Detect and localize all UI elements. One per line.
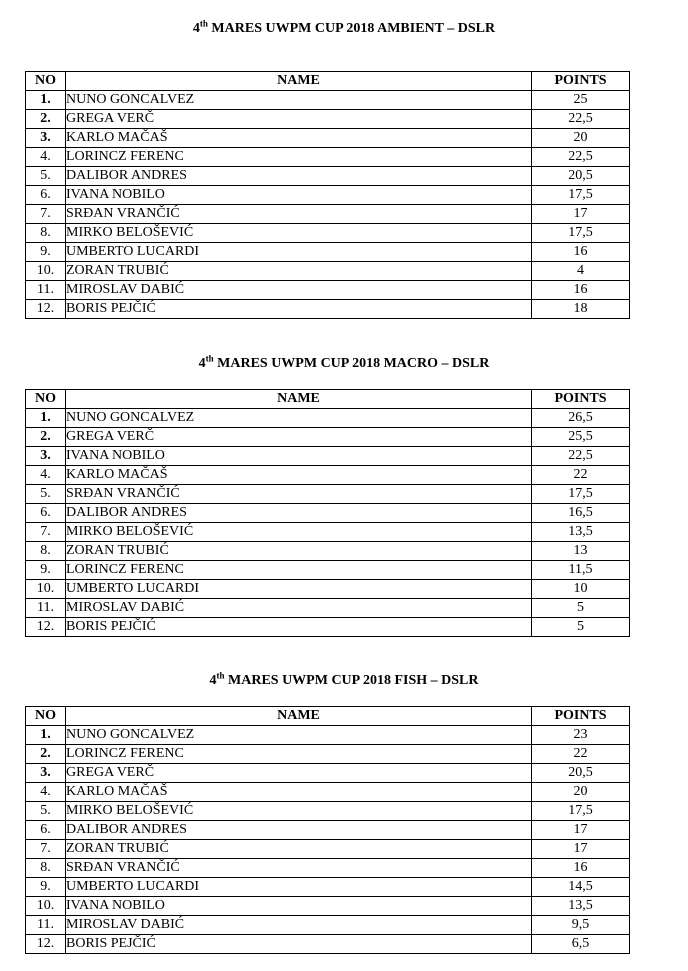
name-cell: GREGA VERČ <box>66 428 532 447</box>
section-title-fish <box>0 670 688 689</box>
header-no: NO <box>26 707 66 726</box>
name-cell: BORIS PEJČIĆ <box>66 618 532 637</box>
rank-cell: 4. <box>26 783 66 802</box>
table-row <box>26 243 630 262</box>
name-cell: NUNO GONCALVEZ <box>66 409 532 428</box>
points-cell: 22 <box>532 466 630 485</box>
table-row <box>26 262 630 281</box>
points-cell: 20 <box>532 129 630 148</box>
points-cell: 22,5 <box>532 148 630 167</box>
header-no: NO <box>26 72 66 91</box>
table-row <box>26 561 630 580</box>
name-cell: ZORAN TRUBIĆ <box>66 542 532 561</box>
table-row <box>26 129 630 148</box>
rank-cell: 11. <box>26 281 66 300</box>
points-cell: 20,5 <box>532 764 630 783</box>
points-cell: 10 <box>532 580 630 599</box>
table-body <box>26 91 630 319</box>
table-row <box>26 897 630 916</box>
points-cell: 17,5 <box>532 802 630 821</box>
points-cell: 4 <box>532 262 630 281</box>
rank-cell: 7. <box>26 205 66 224</box>
table-row <box>26 726 630 745</box>
rank-cell: 10. <box>26 580 66 599</box>
name-cell: IVANA NOBILO <box>66 897 532 916</box>
name-cell: KARLO MAČAŠ <box>66 466 532 485</box>
rank-cell: 5. <box>26 802 66 821</box>
table-body <box>26 409 630 637</box>
title-text: MARES UWPM CUP 2018 FISH – DSLR <box>224 673 479 688</box>
table-row <box>26 447 630 466</box>
points-cell: 16 <box>532 281 630 300</box>
points-cell: 14,5 <box>532 878 630 897</box>
name-cell: UMBERTO LUCARDI <box>66 243 532 262</box>
table-row <box>26 821 630 840</box>
table-row <box>26 542 630 561</box>
rank-cell: 8. <box>26 542 66 561</box>
results-table-ambient <box>25 71 630 319</box>
rank-cell: 9. <box>26 878 66 897</box>
table-row <box>26 840 630 859</box>
header-name: NAME <box>66 390 532 409</box>
rank-cell: 2. <box>26 110 66 129</box>
table-row <box>26 186 630 205</box>
points-cell: 5 <box>532 618 630 637</box>
rank-cell: 2. <box>26 428 66 447</box>
rank-cell: 8. <box>26 224 66 243</box>
table-row <box>26 618 630 637</box>
name-cell: NUNO GONCALVEZ <box>66 726 532 745</box>
table-row <box>26 802 630 821</box>
rank-cell: 9. <box>26 243 66 262</box>
points-cell: 11,5 <box>532 561 630 580</box>
table-row <box>26 485 630 504</box>
rank-cell: 7. <box>26 840 66 859</box>
header-name: NAME <box>66 707 532 726</box>
table-row <box>26 91 630 110</box>
rank-cell: 3. <box>26 129 66 148</box>
rank-cell: 10. <box>26 262 66 281</box>
rank-cell: 3. <box>26 764 66 783</box>
points-cell: 26,5 <box>532 409 630 428</box>
rank-cell: 1. <box>26 91 66 110</box>
rank-cell: 1. <box>26 409 66 428</box>
table-row <box>26 935 630 954</box>
table-row <box>26 281 630 300</box>
name-cell: KARLO MAČAŠ <box>66 129 532 148</box>
title-text: MARES UWPM CUP 2018 AMBIENT – DSLR <box>207 21 496 36</box>
rank-cell: 11. <box>26 599 66 618</box>
table-row <box>26 148 630 167</box>
table-body <box>26 726 630 954</box>
points-cell: 9,5 <box>532 916 630 935</box>
points-cell: 17 <box>532 205 630 224</box>
rank-cell: 6. <box>26 504 66 523</box>
name-cell: MIRKO BELOŠEVIĆ <box>66 523 532 542</box>
rank-cell: 12. <box>26 618 66 637</box>
points-cell: 5 <box>532 599 630 618</box>
name-cell: MIRKO BELOŠEVIĆ <box>66 802 532 821</box>
results-table-fish <box>25 706 630 954</box>
name-cell: LORINCZ FERENC <box>66 148 532 167</box>
points-cell: 17 <box>532 821 630 840</box>
table-row <box>26 300 630 319</box>
points-cell: 23 <box>532 726 630 745</box>
points-cell: 13 <box>532 542 630 561</box>
table-row <box>26 916 630 935</box>
points-cell: 20,5 <box>532 167 630 186</box>
title-text: MARES UWPM CUP 2018 MACRO – DSLR <box>213 356 490 371</box>
name-cell: SRĐAN VRANČIĆ <box>66 485 532 504</box>
table-row <box>26 167 630 186</box>
name-cell: KARLO MAČAŠ <box>66 783 532 802</box>
name-cell: UMBERTO LUCARDI <box>66 878 532 897</box>
table-row <box>26 859 630 878</box>
name-cell: SRĐAN VRANČIĆ <box>66 859 532 878</box>
table-row <box>26 764 630 783</box>
name-cell: ZORAN TRUBIĆ <box>66 840 532 859</box>
table-row <box>26 783 630 802</box>
table-row <box>26 878 630 897</box>
rank-cell: 12. <box>26 300 66 319</box>
points-cell: 18 <box>532 300 630 319</box>
section-title-ambient <box>0 18 688 37</box>
header-row <box>26 707 630 726</box>
points-cell: 25,5 <box>532 428 630 447</box>
header-row <box>26 390 630 409</box>
points-cell: 25 <box>532 91 630 110</box>
rank-cell: 3. <box>26 447 66 466</box>
rank-cell: 7. <box>26 523 66 542</box>
header-points: POINTS <box>532 72 630 91</box>
points-cell: 16 <box>532 859 630 878</box>
name-cell: LORINCZ FERENC <box>66 745 532 764</box>
table-row <box>26 466 630 485</box>
table-row <box>26 224 630 243</box>
header-name: NAME <box>66 72 532 91</box>
name-cell: MIROSLAV DABIĆ <box>66 281 532 300</box>
name-cell: BORIS PEJČIĆ <box>66 300 532 319</box>
points-cell: 17 <box>532 840 630 859</box>
points-cell: 17,5 <box>532 224 630 243</box>
points-cell: 20 <box>532 783 630 802</box>
points-cell: 16,5 <box>532 504 630 523</box>
results-table-macro <box>25 389 630 637</box>
title-number: 4 <box>192 21 200 36</box>
title-ordinal: th <box>199 18 208 29</box>
name-cell: MIROSLAV DABIĆ <box>66 599 532 618</box>
name-cell: IVANA NOBILO <box>66 186 532 205</box>
header-points: POINTS <box>532 707 630 726</box>
rank-cell: 5. <box>26 485 66 504</box>
name-cell: NUNO GONCALVEZ <box>66 91 532 110</box>
points-cell: 13,5 <box>532 897 630 916</box>
points-cell: 13,5 <box>532 523 630 542</box>
name-cell: DALIBOR ANDRES <box>66 504 532 523</box>
table-row <box>26 428 630 447</box>
table-row <box>26 409 630 428</box>
name-cell: MIRKO BELOŠEVIĆ <box>66 224 532 243</box>
header-row <box>26 72 630 91</box>
rank-cell: 12. <box>26 935 66 954</box>
table-row <box>26 745 630 764</box>
header-no: NO <box>26 390 66 409</box>
rank-cell: 11. <box>26 916 66 935</box>
points-cell: 22 <box>532 745 630 764</box>
points-cell: 22,5 <box>532 110 630 129</box>
rank-cell: 9. <box>26 561 66 580</box>
header-points: POINTS <box>532 390 630 409</box>
name-cell: BORIS PEJČIĆ <box>66 935 532 954</box>
title-ordinal: th <box>216 670 225 681</box>
rank-cell: 2. <box>26 745 66 764</box>
points-cell: 17,5 <box>532 485 630 504</box>
table-row <box>26 523 630 542</box>
name-cell: SRĐAN VRANČIĆ <box>66 205 532 224</box>
name-cell: ZORAN TRUBIĆ <box>66 262 532 281</box>
title-ordinal: th <box>205 353 214 364</box>
name-cell: DALIBOR ANDRES <box>66 167 532 186</box>
name-cell: MIROSLAV DABIĆ <box>66 916 532 935</box>
name-cell: DALIBOR ANDRES <box>66 821 532 840</box>
title-number: 4 <box>198 356 206 371</box>
name-cell: UMBERTO LUCARDI <box>66 580 532 599</box>
table-row <box>26 599 630 618</box>
name-cell: GREGA VERČ <box>66 764 532 783</box>
rank-cell: 6. <box>26 186 66 205</box>
rank-cell: 10. <box>26 897 66 916</box>
title-number: 4 <box>209 673 217 688</box>
name-cell: LORINCZ FERENC <box>66 561 532 580</box>
points-cell: 6,5 <box>532 935 630 954</box>
rank-cell: 6. <box>26 821 66 840</box>
table-row <box>26 580 630 599</box>
name-cell: GREGA VERČ <box>66 110 532 129</box>
rank-cell: 5. <box>26 167 66 186</box>
rank-cell: 4. <box>26 148 66 167</box>
rank-cell: 4. <box>26 466 66 485</box>
rank-cell: 1. <box>26 726 66 745</box>
section-title-macro <box>0 353 688 372</box>
points-cell: 17,5 <box>532 186 630 205</box>
points-cell: 22,5 <box>532 447 630 466</box>
table-row <box>26 110 630 129</box>
rank-cell: 8. <box>26 859 66 878</box>
table-row <box>26 504 630 523</box>
name-cell: IVANA NOBILO <box>66 447 532 466</box>
table-row <box>26 205 630 224</box>
points-cell: 16 <box>532 243 630 262</box>
